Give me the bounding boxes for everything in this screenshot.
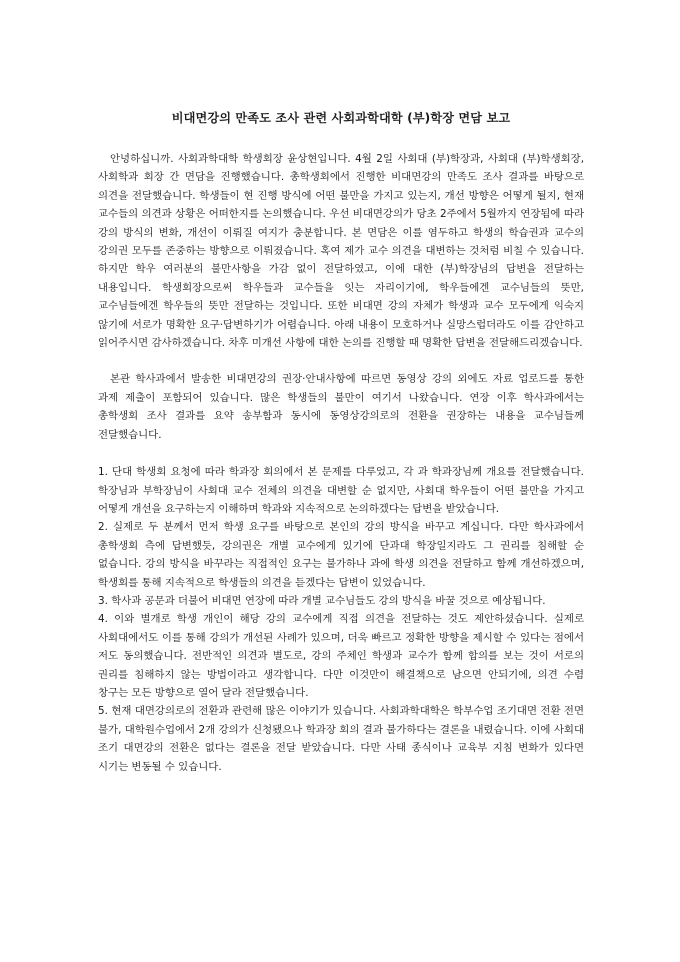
background-paragraph: 본관 학사과에서 발송한 비대면강의 권장·안내사항에 따르면 동영상 강의 외에도 자료 업로드를 통한 과제 제출이 포함되어 있습니다. 많은 학생들의 불만이 여기서 나왔습니다. 연장 이후 학사과에서는 총학생회 조사 결과를 요약 송부함과 동시에 동영상강의로의 전환을 권장하는 내용을 교수님들께 전달했습니다. <box>98 373 584 441</box>
list-item-4: 4. 이와 별개로 학생 개인이 해당 강의 교수에게 직접 의견을 전달하는 것도 제안하셨습니다. 실제로 사회대에서도 이를 통해 강의가 개선된 사례가 있으며, 더욱 빠르고 정확한 방향을 제시할 수 있다는 점에서 저도 동의했습니다. 전반적인 의견과 별도로, 강의 주체인 학생과 교수가 함께 합의를 보는 것이 서로의 권리를 침해하지 않는 방법이라고 생각합니다. 다만 이것만이 해결책으로 남으면 안되기에, 의견 수렴 창구는 모든 방향으로 열어 달라 전달했습니다. <box>98 613 584 699</box>
list-item-2: 2. 실제로 두 분께서 먼저 학생 요구를 바탕으로 본인의 강의 방식을 바꾸고 계십니다. 다만 학사과에서 총학생회 측에 답변했듯, 강의권은 개별 교수에게 있기에 단과대 학장일지라도 그 권리를 침해할 순 없습니다. 강의 방식을 바꾸라는 직접적인 요구는 불가하나 과에 학생 의견을 전달하고 함께 개선하겠으며, 학생회를 통해 지속적으로 학생들의 의견을 듣겠다는 답변이 있었습니다. <box>98 521 584 589</box>
list-item-1: 1. 단대 학생회 요청에 따라 학과장 회의에서 본 문제를 다루었고, 각 과 학과장님께 개요를 전달했습니다. 학장님과 부학장님이 사회대 교수 전체의 의견을 대변할 순 없지만, 사회대 학우들이 어떤 불만을 가지고 어떻게 개선을 요구하는지 이해하며 학과와 지속적으로 논의하겠다는 답변을 받았습니다. <box>98 466 584 515</box>
list-item-3: 3. 학사과 공문과 더불어 비대면 연장에 따라 개별 교수님들도 강의 방식을 바꿀 것으로 예상됩니다. <box>98 594 546 607</box>
list-item-5: 5. 현재 대면강의로의 전환과 관련해 많은 이야기가 있습니다. 사회과학대학은 학부수업 조기대면 전환 전면 불가, 대학원수업에서 2개 강의가 신청됐으나 학과장 회의 결과 불가하다는 결론을 내렸습니다. 이에 사회대 조기 대면강의 전환은 없다는 결론을 전달 받았습니다. 다만 사태 종식이나 교육부 지침 변화가 있다면 시기는 변동될 수 있습니다. <box>98 705 584 773</box>
intro-paragraph: 안녕하십니까. 사회과학대학 학생회장 윤상현입니다. 4월 2일 사회대 (부)학장과, 사회대 (부)학생회장, 사회학과 회장 간 면담을 진행했습니다. 총학생회에서 진행한 비대면강의 만족도 조사 결과를 바탕으로 의견을 전달했습니다. 학생들이 현 진행 방식에 어떤 불만을 가지고 있는지, 개선 방향은 어떻게 될지, 현재 교수들의 의견과 상황은 어떠한지를 논의했습니다. 우선 비대면강의가 당초 2주에서 5월까지 연장됨에 따라 강의 방식의 변화, 개선이 이뤄질 여지가 충분합니다. 본 면담은 이를 염두하고 학생의 학습권과 교수의 강의권 모두를 존중하는 방향으로 이뤄졌습니다. 혹여 제가 교수 의견을 대변하는 것처럼 비칠 수 있습니다. 하지만 학우 여러분의 불만사항을 가감 없이 전달하였고, 이에 대한 (부)학장님의 답변을 전달하는 내용입니다. 학생회장으로써 학우들과 교수들을 잇는 자리이기에, 학우들에겐 교수님들의 뜻만, 교수님들에겐 학우들의 뜻만 전달하는 것입니다. 또한 비대면 강의 자체가 학생과 교수 모두에게 익숙지 않기에 서로가 명확한 요구·답변하기가 어렵습니다. 아래 내용이 모호하거나 실망스럽더라도 이를 감안하고 읽어주시면 감사하겠습니다. 차후 미개선 사항에 대한 논의를 진행할 때 명확한 답변을 전달해드리겠습니다. <box>98 153 584 350</box>
paragraph-gap <box>98 444 584 463</box>
document-title: 비대면강의 만족도 조사 관련 사회과학대학 (부)학장 면담 보고 <box>171 111 511 125</box>
paragraph-gap <box>98 352 584 370</box>
